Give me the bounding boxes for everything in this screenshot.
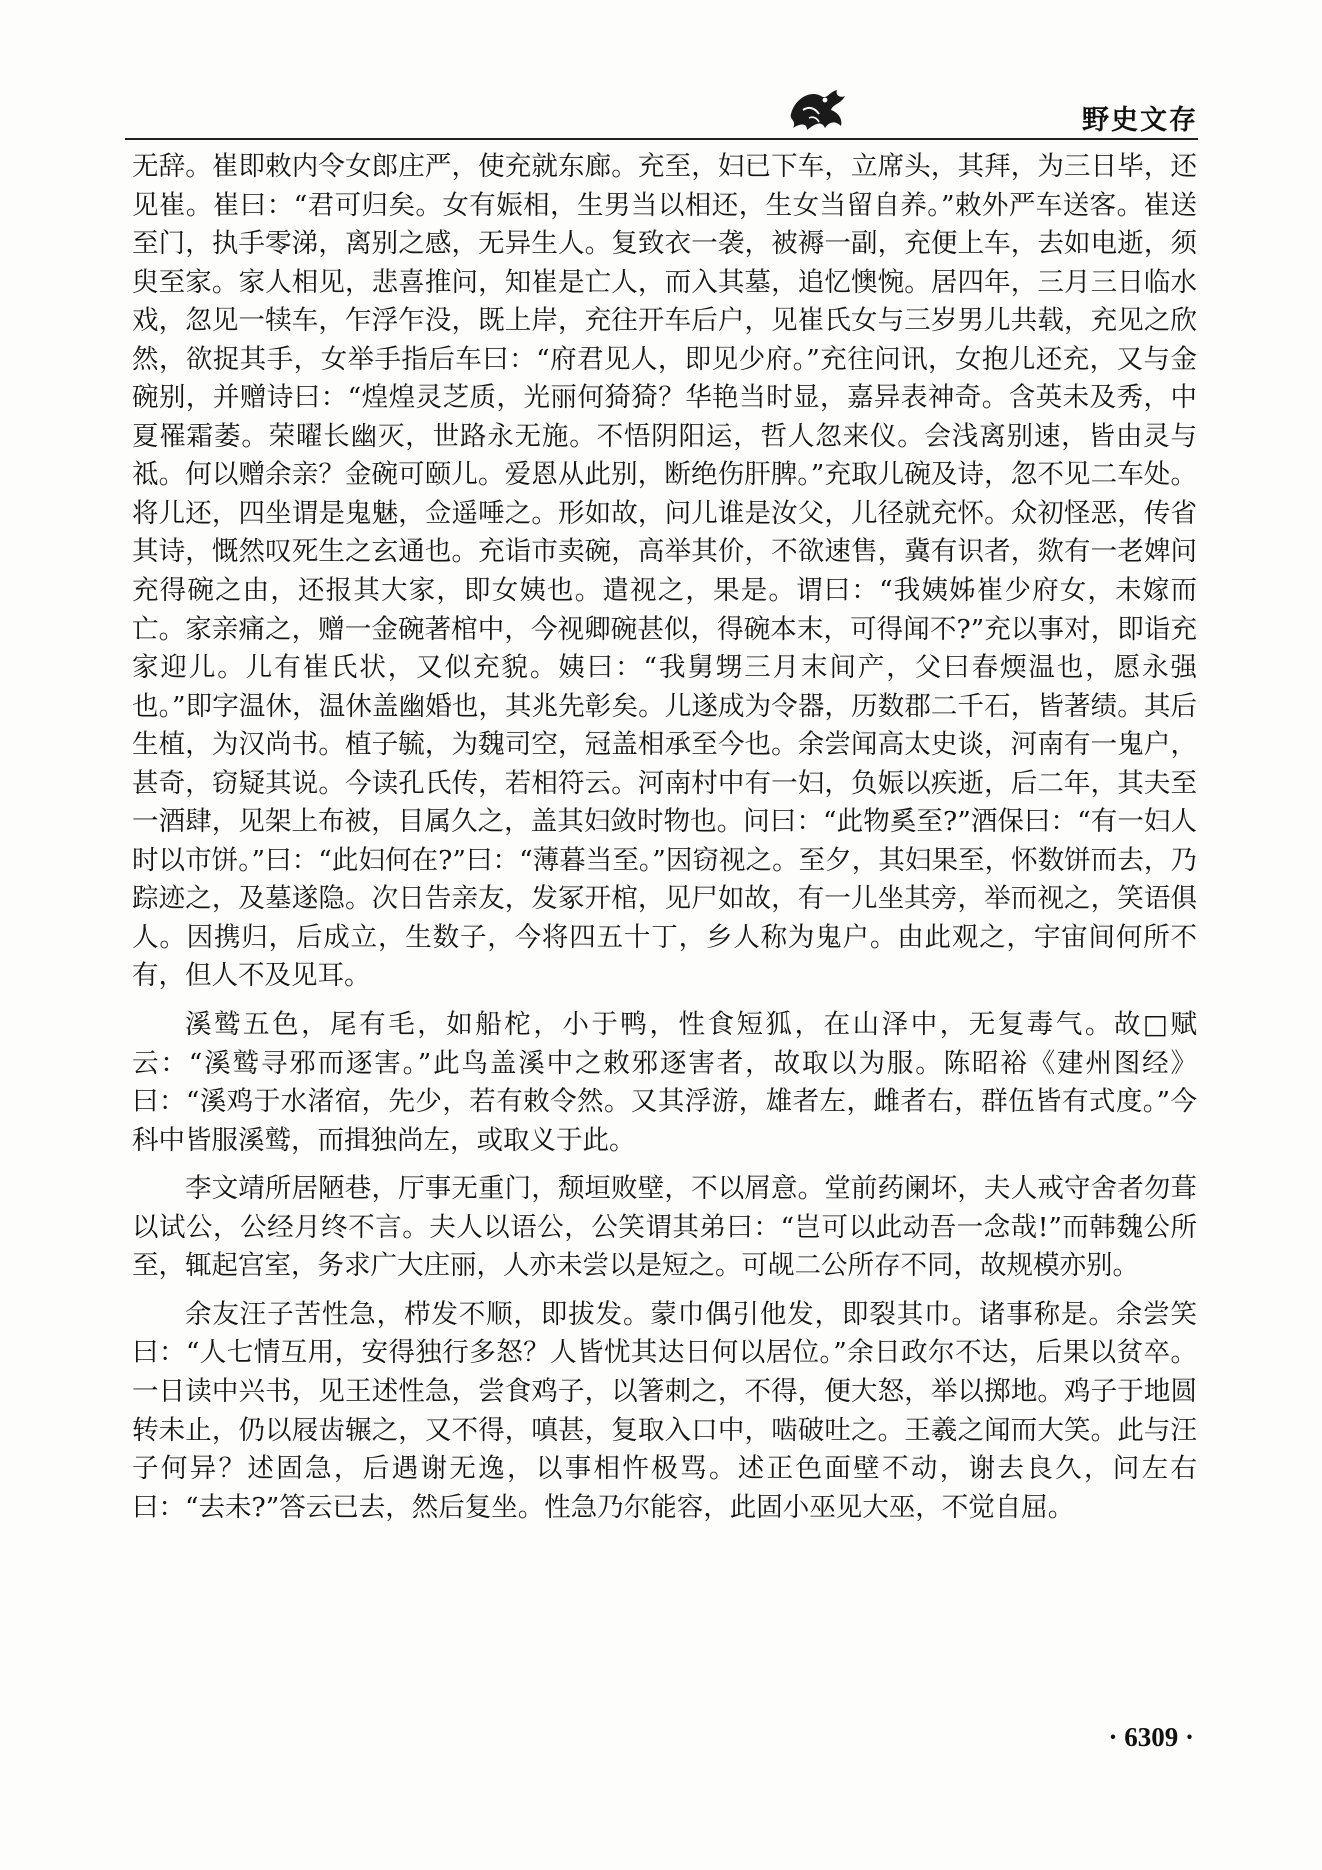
running-header xyxy=(125,72,1198,140)
text-paragraph: 李文靖所居陋巷，厅事无重门，颓垣败壁，不以屑意。堂前药阑坏，夫人戒守舍者勿葺以试公，公经月终不言。夫人以语公，公笑谓其弟曰：“岂可以此动吾一念哉!”而韩魏公所至，辄起宫室，务求广大庄丽，人亦未尝以是短之。可觇二公所存不同，故规模亦别。 xyxy=(132,1173,1197,1282)
text-paragraph: 余友汪子苦性急，栉发不顺，即拔发。蒙巾偶引他发，即裂其巾。诸事称是。余尝笑曰：“人七情互用，安得独行多怒？人皆忧其达日何以居位。”余日政尔不达，后果以贫卒。一日读中兴书，见王述性急，尝食鸡子，以箸刺之，不得，便大怒，举以掷地。鸡子于地圆转未止，仍以屐齿辗之，又不得，嗔甚，复取入口中，啮破吐之。王羲之闻而大笑。此与汪子何异？述固急，后遇谢无逸，以事相忤极骂。述正色面壁不动，谢去良久，问左右曰：“去未?”答云已去，然后复坐。性急乃尔能容，此固小巫见大巫，不觉自屈。 xyxy=(132,1298,1197,1523)
main-text xyxy=(132,148,1197,1527)
text-paragraph: 溪鹫五色，尾有毛，如船柁，小于鸭，性食短狐，在山泽中，无复毒气。故□赋云：“溪鹫寻邪而逐害。”此鸟盖溪中之敕邪逐害者，故取以为服。陈昭裕《建州图经》曰：“溪鸡于水渚宿，先少，若有敕令然。又其浮游，雄者左，雌者右，群伍皆有式度。”今科中皆服溪鹫，而揖独尚左，或取义于此。 xyxy=(132,1009,1197,1156)
page-number: · 6309 · xyxy=(1108,1722,1194,1752)
text-paragraph: 无辞。崔即敕内令女郎庄严，使充就东廊。充至，妇已下车，立席头，其拜，为三日毕，还见崔。崔曰：“君可归矣。女有娠相，生男当以相还，生女当留自养。”敕外严车送客。崔送至门，执手零涕，离别之感，无异生人。复致衣一袭，被褥一副，充便上车，去如电逝，须臾至家。家人相见，悲喜推问，知崔是亡人，而入其墓，追忆懊惋。居四年，三月三日临水戏，忽见一犊车，乍浮乍没，既上岸，充往开车后户，见崔氏女与三岁男儿共载，充见之欣然，欲捉其手，女举手指后车曰：“府君见人，即见少府。”充往问讯，女抱儿还充，又与金碗别，并赠诗曰：“煌煌灵芝质，光丽何猗猗？华艳当时显，嘉异表神奇。含英未及秀，中夏罹霜萎。荣曜长幽灭，世路永无施。不悟阴阳运，哲人忽来仪。会浅离别速，皆由灵与祗。何以赠余亲？金碗可颐儿。爱恩从此别，断绝伤肝脾。”充取儿碗及诗，忽不见二车处。将儿还，四坐谓是鬼魅，佥遥唾之。形如故，问儿谁是汝父，儿径就充怀。众初怪恶，传省其诗，慨然叹死生之玄通也。充诣市卖碗，高举其价，不欲速售，冀有识者，欻有一老婢问充得碗之由，还报其大家，即女姨也。遣视之，果是。谓曰：“我姨姊崔少府女，未嫁而亡。家亲痛之，赠一金碗著棺中，今视卿碗甚似，得碗本末，可得闻不?”充以事对，即诣充家迎儿。儿有崔氏状，又似充貌。姨曰：“我舅甥三月末间产，父曰春煗温也，愿永强也。”即字温休，温休盖幽婚也，其兆先彰矣。儿遂成为令器，历数郡二千石，皆著绩。其后生植，为汉尚书。植子毓，为魏司空，冠盖相承至今也。余尝闻高太史谈，河南有一鬼户，甚奇，窃疑其说。今读孔氏传，若相符云。河南村中有一妇，负娠以疾逝，后二年，其夫至一酒肆，见架上布被，目属久之，盖其妇敛时物也。问曰：“此物奚至?”酒保曰：“有一妇人时以市饼。”曰：“此妇何在?”曰：“薄暮当至。”因窃视之。至夕，其妇果至，怀数饼而去，乃踪迹之，及墓遂隐。次日告亲友，发冢开棺，见尸如故，有一儿坐其旁，举而视之，笑语俱人。因携归，后成立，生数子，今将四五十丁，乡人称为鬼户。由此观之，宇宙间何所不有，但人不及见耳。 xyxy=(132,151,1197,992)
header-divider xyxy=(125,138,1198,140)
header-title: 野史文存 xyxy=(1082,105,1198,136)
dragon-emblem-icon xyxy=(785,84,849,134)
